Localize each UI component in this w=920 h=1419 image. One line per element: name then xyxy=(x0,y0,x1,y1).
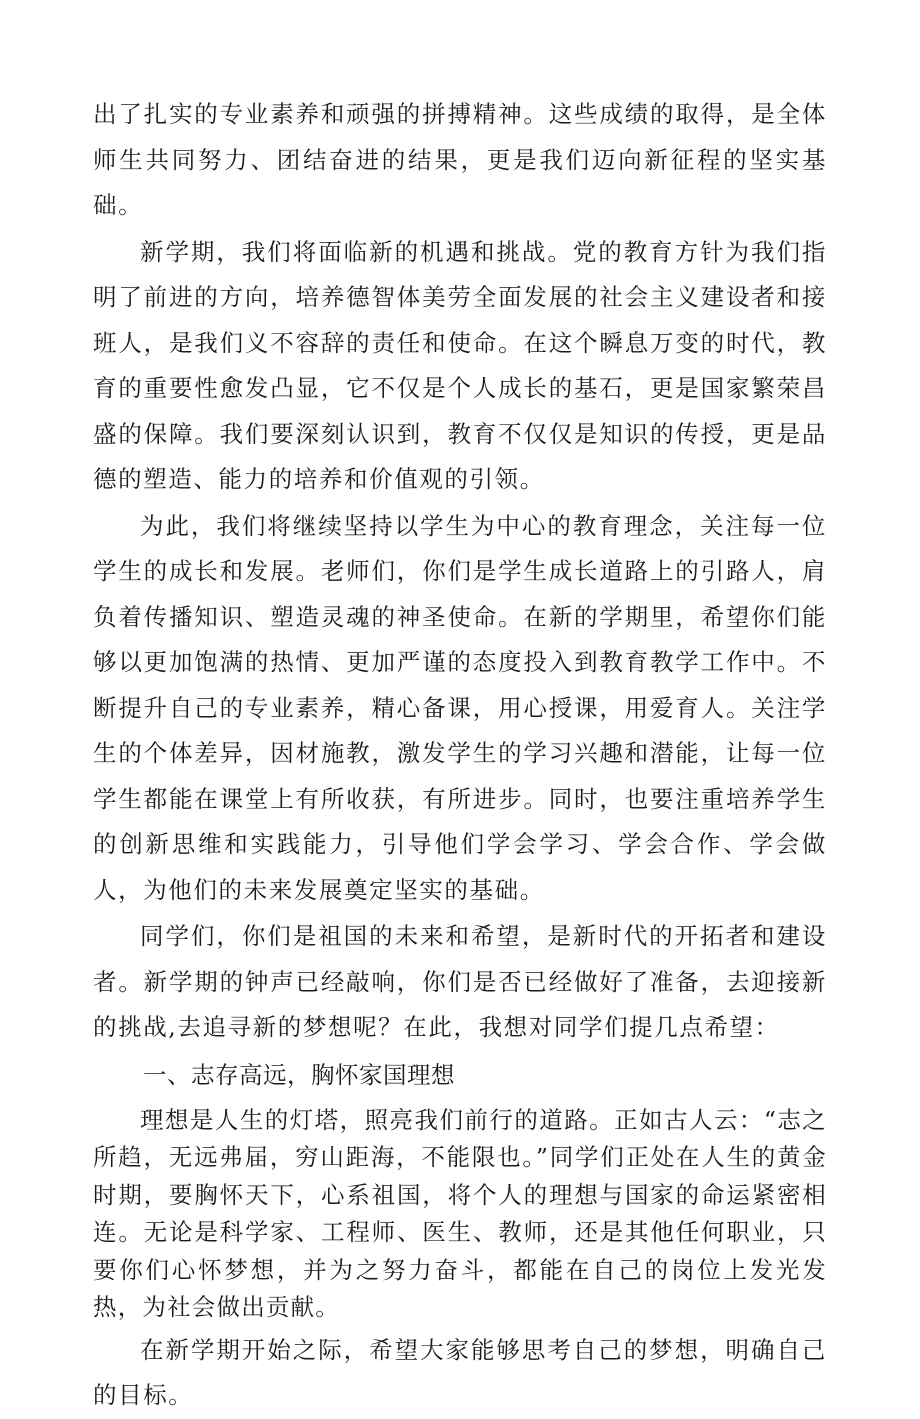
paragraph-new-semester: 新学期，我们将面临新的机遇和挑战。党的教育方针为我们指明了前进的方向，培养德智体美劳全面发展的社会主义建设者和接班人，是我们义不容辞的责任和使命。在这个瞬息万变的时代，教育的重要性愈发凸显，它不仅是个人成长的基石，更是国家繁荣昌盛的保障。我们要深刻认识到，教育不仅仅是知识的传授，更是品德的塑造、能力的培养和价值观的引领。 xyxy=(93,237,827,493)
paragraph-goals: 在新学期开始之际，希望大家能够思考自己的梦想，明确自己的目标。 xyxy=(93,1335,827,1409)
paragraph-continuation: 出了扎实的专业素养和顽强的拼搏精神。这些成绩的取得，是全体师生共同努力、团结奋进的结果，更是我们迈向新征程的坚实基础。 xyxy=(93,100,827,219)
paragraph-teachers: 为此，我们将继续坚持以学生为中心的教育理念，关注每一位学生的成长和发展。老师们，你们是学生成长道路上的引路人，肩负着传播知识、塑造灵魂的神圣使命。在新的学期里，希望你们能够以更加饱满的热情、更加严谨的态度投入到教育教学工作中。不断提升自己的专业素养，精心备课，用心授课，用爱育人。关注学生的个体差异，因材施教，激发学生的学习兴趣和潜能，让每一位学生都能在课堂上有所收获，有所进步。同时，也要注重培养学生的创新思维和实践能力，引导他们学会学习、学会合作、学会做人，为他们的未来发展奠定坚实的基础。 xyxy=(93,511,827,904)
paragraph-students: 同学们，你们是祖国的未来和希望，是新时代的开拓者和建设者。新学期的钟声已经敲响，你们是否已经做好了准备，去迎接新的挑战,去追寻新的梦想呢？在此，我想对同学们提几点希望： xyxy=(93,922,827,1041)
paragraph-ideals: 理想是人生的灯塔，照亮我们前行的道路。正如古人云：“志之所趋，无远弗届，穷山距海，不能限也。”同学们正处在人生的黄金时期，要胸怀天下，心系祖国，将个人的理想与国家的命运紧密相连。无论是科学家、工程师、医生、教师，还是其他任何职业，只要你们心怀梦想，并为之努力奋斗，都能在自己的岗位上发光发热，为社会做出贡献。 xyxy=(93,1105,827,1321)
section-heading: 一、志存高远，胸怀家国理想 xyxy=(143,1060,455,1089)
